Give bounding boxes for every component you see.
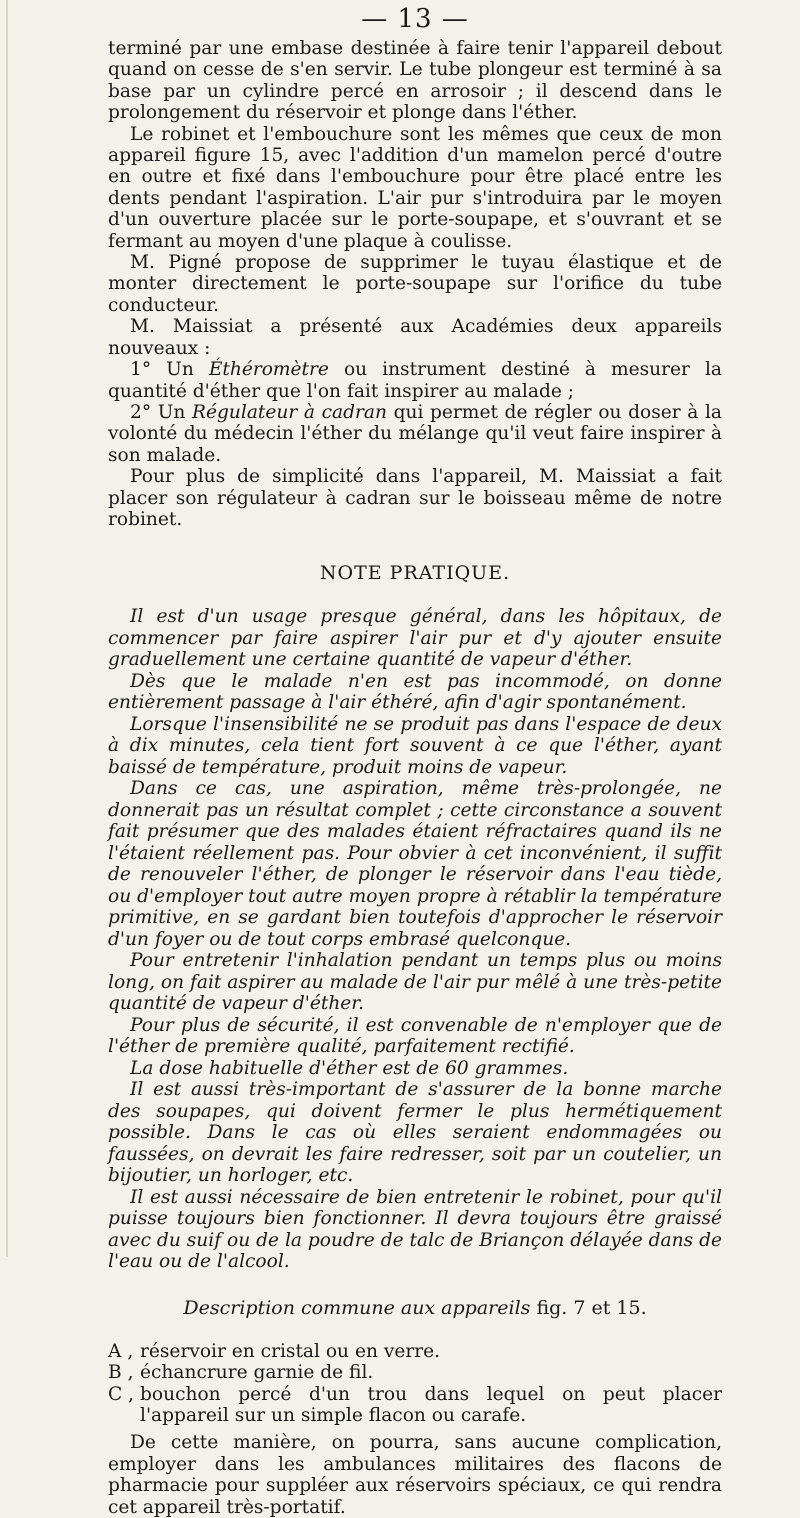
note-paragraph: Dès que le malade n'en est pas incommodé, on donne entièrement passage à l'air éthéré, afin d'agir spontanément.	[108, 670, 722, 714]
note-paragraph: Dans ce cas, une aspiration, même très-prolongée, ne donnerait pas un résultat complet ; cette circonstance a souvent fait présumer que des malades étaient réfractaires quand ils ne l'étaient réellement pas. Pour obvier à cet inconvénient, il suffit de renouveler l'éther, de plonger le réservoir dans l'eau tiède, ou d'employer tout autre moyen propre à rétablir la température primitive, en se gardant bien toutefois d'approcher le réservoir d'un foyer ou de tout corps embrasé quelconque.	[108, 778, 722, 950]
intro-paragraph: Le robinet et l'embouchure sont les mêmes que ceux de mon appareil figure 15, avec l'addition d'un mamelon percé d'outre en outre et fixé dans l'embouchure pour être placé entre les dents pendant l'aspiration. L'air pur s'introduira par le moyen d'un ouverture placée sur le porte-soupape, et s'ouvrant et se fermant au moyen d'une plaque à coulisse.	[108, 123, 722, 252]
section-heading: NOTE PRATIQUE.	[319, 562, 511, 585]
note-paragraph: Il est aussi très-important de s'assurer de la bonne marche des soupapes, qui doivent fermer le plus hermétiquement possible. Dans le cas où elles seraient endommagées ou faussées, on devrait les faire redresser, soit par un coutelier, un bijoutier, un horloger, etc.	[108, 1079, 722, 1187]
legend-item: B , échancrure garnie de fil.	[108, 1362, 374, 1384]
practical-note-section	[108, 606, 722, 1273]
note-paragraph: Pour plus de sécurité, il est convenable de n'employer que de l'éther de première qualité, parfaitement rectifié.	[108, 1014, 722, 1058]
term-regulateur: Régulateur à cadran	[192, 401, 387, 423]
note-paragraph: Il est d'un usage presque général, dans les hôpitaux, de commencer par faire aspirer l'air pur et d'y ajouter ensuite graduellement une certaine quantité de vapeur d'éther.	[108, 606, 722, 671]
note-paragraph: Pour entretenir l'inhalation pendant un temps plus ou moins long, on fait aspirer au malade de l'air pur mêlé à une très-petite quantité de vapeur d'éther.	[108, 950, 722, 1015]
page-number: — 13 —	[361, 4, 469, 34]
note-paragraph: Lorsque l'insensibilité ne se produit pas dans l'espace de deux à dix minutes, cela tient fort souvent à ce que l'éther, ayant baissé de température, produit moins de vapeur.	[108, 713, 722, 778]
term-etherometre: Éthéromètre	[208, 359, 329, 381]
page-edge-shadow	[6, 0, 8, 1257]
legend-list	[108, 1341, 722, 1427]
intro-paragraph: M. Maissiat a présenté aux Académies deux appareils nouveaux :	[108, 316, 722, 359]
note-paragraph: Il est aussi nécessaire de bien entretenir le robinet, pour qu'il puisse toujours bien fonctionner. Il devra toujours être graissé avec du suif ou de la poudre de talc de Briançon délayée dans de l'eau ou de l'alcool.	[108, 1186, 722, 1273]
list-item-regulateur: 2° Un Régulateur à cadran qui permet de régler ou doser à la volonté du médecin l'éther du mélange qu'il veut faire inspirer à son malade.	[108, 401, 722, 466]
note-paragraph: La dose habituelle d'éther est de 60 grammes.	[130, 1057, 569, 1079]
intro-paragraph: Pour plus de simplicité dans l'appareil, M. Maissiat a fait placer son régulateur à cadran sur le boisseau même de notre robinet.	[108, 466, 722, 530]
figure-caption: Description commune aux appareils fig. 7 et 15.	[183, 1296, 647, 1319]
legend-item: C , bouchon percé d'un trou dans lequel on peut placer l'appareil sur un simple flacon ou carafe.	[108, 1383, 722, 1427]
intro-paragraph: M. Pigné propose de supprimer le tuyau élastique et de monter directement le porte-soupape sur l'orifice du tube conducteur.	[108, 252, 722, 316]
list-item-etherometre: 1° Un Éthéromètre ou instrument destiné à mesurer la quantité d'éther que l'on fait inspirer au malade ;	[108, 359, 722, 402]
legend-item: A , réservoir en cristal ou en verre.	[108, 1340, 441, 1362]
closing-paragraph: De cette manière, on pourra, sans aucune complication, employer dans les ambulances militaires des flacons de pharmacie pour suppléer aux réservoirs spéciaux, ce qui rendra cet appareil très-portatif.	[108, 1432, 722, 1518]
intro-paragraph: terminé par une embase destinée à faire tenir l'appareil debout quand on cesse de s'en servir. Le tube plongeur est terminé à sa base par un cylindre percé en arrosoir ; il descend dans le prolongement du réservoir et plonge dans l'éther.	[108, 38, 722, 124]
intro-section	[108, 38, 722, 530]
